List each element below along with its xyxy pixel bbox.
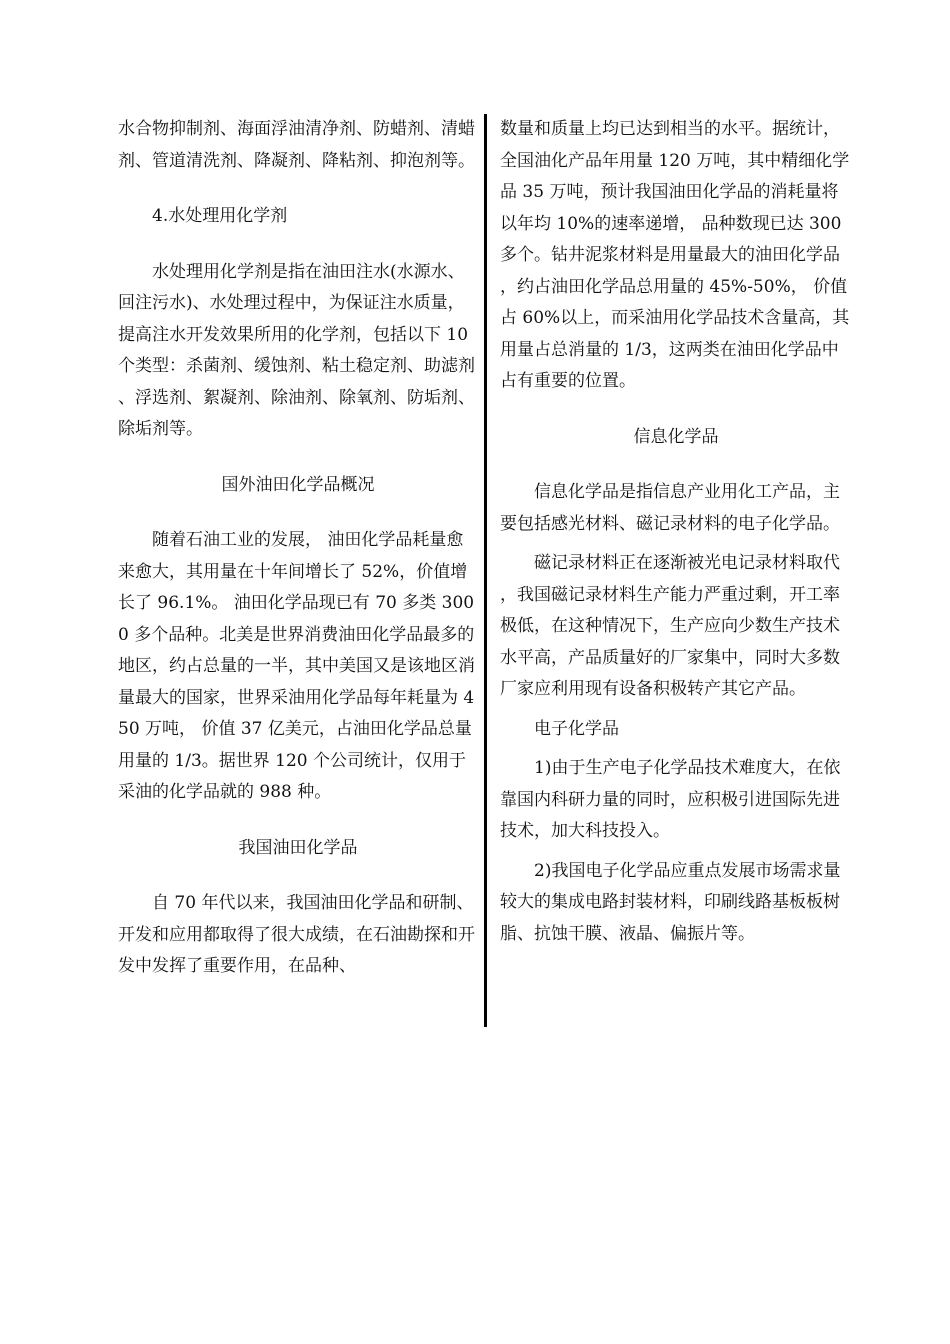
paragraph-electronic-point-2: 2)我国电子化学品应重点发展市场需求量较大的集成电路封装材料，印刷线路基板板树脂、抗蚀干膜、液晶、偏振片等。 [500, 860, 841, 944]
paragraph-hydrate-inhibitors: 水合物抑制剂、海面浮油清净剂、防蜡剂、清蜡剂、管道清洗剂、降凝剂、降粘剂、抑泡剂等。 [118, 119, 475, 171]
paragraph-foreign-oilfield-chemicals: 随着石油工业的发展， 油田化学品耗量愈来愈大，其用量在十年间增长了 52%，价值增长了 96.1%。 油田化学品现已有 70 多类 3000 多个品种。北美是世界消费油田化学品最多的地区，约占总量的一半，其中美国又是该地区消量最大的国家，世界采油用化学品每年耗量为 450 万吨， 价值 37 亿美元，占油田化学品总量用量的 1/3。据世界 120 个公司统计，仅用于采油的化学品就的 988 种。 [118, 530, 475, 802]
paragraph-magnetic-recording: 磁记录材料正在逐渐被光电记录材料取代，我国磁记录材料生产能力严重过剩，开工率极低，在这种情况下，生产应向少数生产技术水平高，产品质量好的厂家集中，同时大多数厂家应利用现有设备积极转产其它产品。 [500, 553, 840, 699]
heading-electronic-chemicals: 电子化学品 [534, 718, 619, 739]
paragraph-domestic-oilfield-chemicals: 自 70 年代以来，我国油田化学品和研制、开发和应用都取得了很大成绩，在石油勘探和开发中发挥了重要作用，在品种、 [118, 893, 475, 976]
left-column [118, 114, 478, 983]
right-column [500, 114, 852, 950]
heading-information-chemicals: 信息化学品 [633, 426, 719, 447]
paragraph-domestic-continued: 数量和质量上均已达到相当的水平。据统计，全国油化产品年用量 120 万吨，其中精细化学品 35 万吨，预计我国油田化学品的消耗量将以年均 10%的速率递增， 品种数现已达 300 多个。钻井泥浆材料是用量最大的油田化学品，约占油田化学品总用量的 45%-50%， 价值占 60%以上，而采油用化学品技术含量高，其用量占总消量的 1/3，这两类在油田化学品中占有重要的位置。 [500, 119, 850, 391]
heading-foreign-oilfield-chemicals: 国外油田化学品概况 [221, 474, 375, 495]
paragraph-information-chemicals: 信息化学品是指信息产业用化工产品，主要包括感光材料、磁记录材料的电子化学品。 [500, 482, 840, 534]
heading-water-treatment: 4.水处理用化学剂 [152, 206, 288, 226]
heading-domestic-oilfield-chemicals: 我国油田化学品 [238, 837, 358, 858]
column-divider [484, 114, 487, 1027]
paragraph-electronic-point-1: 1)由于生产电子化学品技术难度大，在依靠国内科研力量的同时，应积极引进国际先进技术，加大科技投入。 [500, 758, 841, 841]
paragraph-water-treatment: 水处理用化学剂是指在油田注水(水源水、回注污水)、水处理过程中，为保证注水质量，提高注水开发效果所用的化学剂，包括以下 10 个类型：杀菌剂、缓蚀剂、粘土稳定剂、助滤剂、浮选剂、絮凝剂、除油剂、除氧剂、防垢剂、除垢剂等。 [118, 261, 475, 439]
